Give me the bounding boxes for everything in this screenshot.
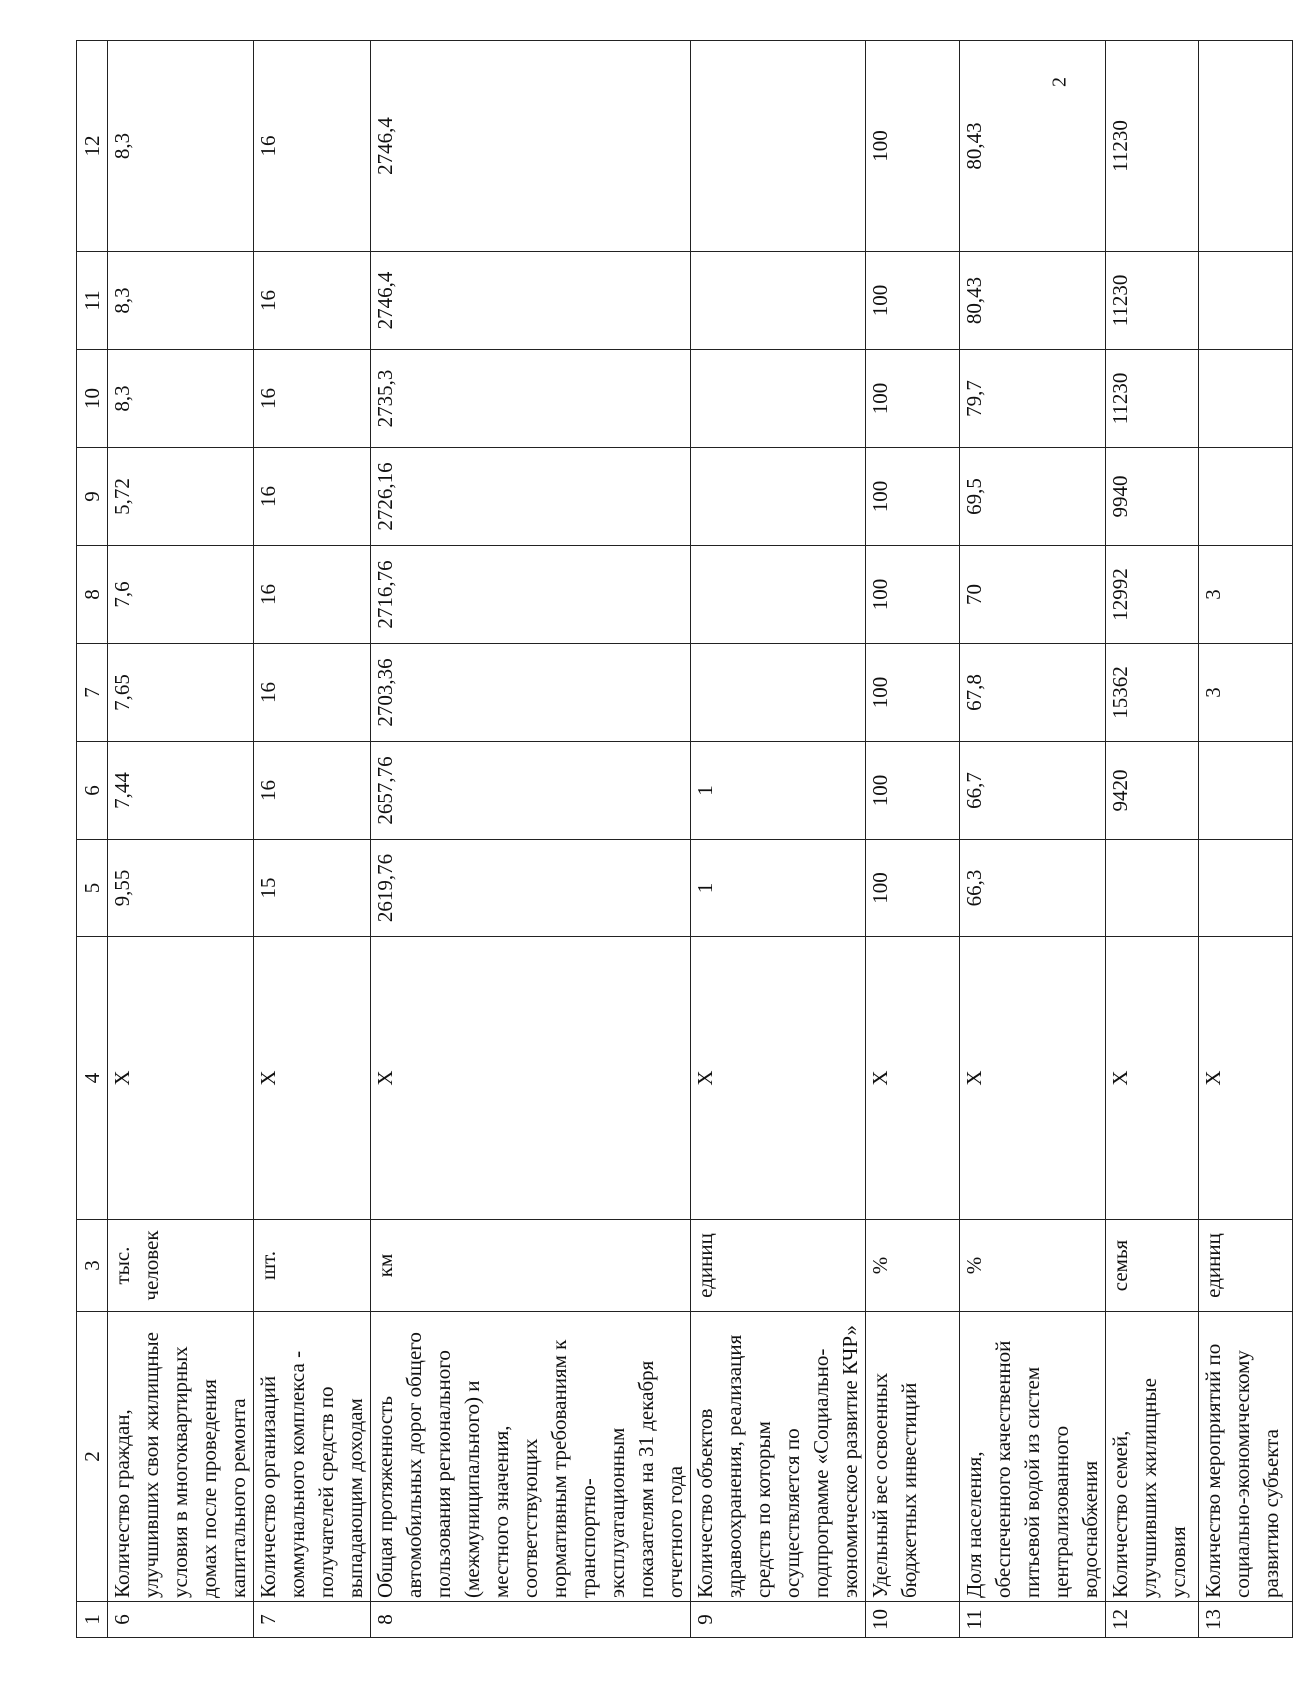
table-row: [254, 41, 371, 1638]
value-cell-col-9: 16: [254, 448, 371, 546]
unit-of-measure: %: [960, 1220, 1106, 1312]
indicator-name: Количество объектов здравоохранения, реализация средств по которым осуществляется по подпрограмме «Социально-экономическое развитие КЧР»: [691, 1312, 866, 1602]
value-cell-col-10: 79,7: [960, 350, 1106, 448]
value-cell-col-11: 8,3: [108, 252, 254, 350]
value-cell-col-10: 2735,3: [371, 350, 691, 448]
value-cell-col-10: 16: [254, 350, 371, 448]
value-cell-col-6: 1: [691, 742, 866, 840]
value-cell-col-5: 1: [691, 840, 866, 937]
value-cell-col-8: 12992: [1106, 546, 1199, 644]
table-row: [866, 41, 960, 1638]
column-header-2: 2: [77, 1312, 108, 1602]
value-cell-col-9: [1199, 448, 1293, 546]
column-4-mark: Х: [866, 937, 960, 1220]
column-4-mark: Х: [1199, 937, 1293, 1220]
column-header-6: 6: [77, 742, 108, 840]
table-row: [1199, 41, 1293, 1638]
value-cell-col-6: 16: [254, 742, 371, 840]
column-header-4: 4: [77, 937, 108, 1220]
value-cell-col-5: 9,55: [108, 840, 254, 937]
column-4-mark: Х: [108, 937, 254, 1220]
column-4-mark: Х: [254, 937, 371, 1220]
value-cell-col-9: 9940: [1106, 448, 1199, 546]
value-cell-col-7: 3: [1199, 644, 1293, 742]
value-cell-col-9: [691, 448, 866, 546]
column-4-mark: Х: [960, 937, 1106, 1220]
column-header-10: 10: [77, 350, 108, 448]
value-cell-col-8: 100: [866, 546, 960, 644]
value-cell-col-12: 80,43: [960, 41, 1106, 252]
indicator-name: Количество организаций коммунального комплекса - получателей средств по выпадающим доходам: [254, 1312, 371, 1602]
unit-of-measure: шт.: [254, 1220, 371, 1312]
value-cell-col-9: 69,5: [960, 448, 1106, 546]
value-cell-col-12: 100: [866, 41, 960, 252]
value-cell-col-10: [1199, 350, 1293, 448]
row-number: 6: [108, 1602, 254, 1638]
value-cell-col-9: 5,72: [108, 448, 254, 546]
table-row: [371, 41, 691, 1638]
column-header-1: 1: [77, 1602, 108, 1638]
value-cell-col-11: [691, 252, 866, 350]
unit-of-measure: км: [371, 1220, 691, 1312]
value-cell-col-9: 100: [866, 448, 960, 546]
unit-of-measure: тыс. человек: [108, 1220, 254, 1312]
value-cell-col-10: 11230: [1106, 350, 1199, 448]
value-cell-col-7: 2703,36: [371, 644, 691, 742]
value-cell-col-11: 2746,4: [371, 252, 691, 350]
value-cell-col-7: 15362: [1106, 644, 1199, 742]
value-cell-col-11: 16: [254, 252, 371, 350]
value-cell-col-5: 66,3: [960, 840, 1106, 937]
value-cell-col-11: [1199, 252, 1293, 350]
column-header-3: 3: [77, 1220, 108, 1312]
value-cell-col-6: 100: [866, 742, 960, 840]
value-cell-col-12: [691, 41, 866, 252]
indicator-name: Общая протяженность автомобильных дорог общего пользования регионального (межмуниципального) и местного значения, соответствующих нормативным требованиям к транспортно-эксплуатационным показателям на 31 декабря отчетного года: [371, 1312, 691, 1602]
value-cell-col-8: 70: [960, 546, 1106, 644]
table-row: [1106, 41, 1199, 1638]
value-cell-col-6: 9420: [1106, 742, 1199, 840]
value-cell-col-7: 16: [254, 644, 371, 742]
row-number: 9: [691, 1602, 866, 1638]
column-number-row: [77, 41, 108, 1638]
row-number: 12: [1106, 1602, 1199, 1638]
value-cell-col-5: 15: [254, 840, 371, 937]
column-header-7: 7: [77, 644, 108, 742]
unit-of-measure: единиц: [1199, 1220, 1293, 1312]
value-cell-col-8: 2716,76: [371, 546, 691, 644]
column-4-mark: Х: [691, 937, 866, 1220]
unit-of-measure: единиц: [691, 1220, 866, 1312]
indicator-name: Количество семей, улучшивших жилищные условия: [1106, 1312, 1199, 1602]
value-cell-col-6: 66,7: [960, 742, 1106, 840]
indicator-name: Доля населения, обеспеченного качественной питьевой водой из систем централизованного водоснабжения: [960, 1312, 1106, 1602]
table-row: [108, 41, 254, 1638]
unit-of-measure: семья: [1106, 1220, 1199, 1312]
value-cell-col-7: 7,65: [108, 644, 254, 742]
column-4-mark: Х: [371, 937, 691, 1220]
value-cell-col-12: [1199, 41, 1293, 252]
value-cell-col-6: 2657,76: [371, 742, 691, 840]
indicators-table: [76, 40, 1293, 1638]
value-cell-col-11: 80,43: [960, 252, 1106, 350]
page-number: 2: [1048, 77, 1071, 87]
row-number: 10: [866, 1602, 960, 1638]
value-cell-col-7: 100: [866, 644, 960, 742]
value-cell-col-8: 7,6: [108, 546, 254, 644]
value-cell-col-12: 11230: [1106, 41, 1199, 252]
value-cell-col-10: 8,3: [108, 350, 254, 448]
value-cell-col-6: [1199, 742, 1293, 840]
table-row: [691, 41, 866, 1638]
value-cell-col-8: 16: [254, 546, 371, 644]
value-cell-col-5: [1106, 840, 1199, 937]
indicator-name: Количество мероприятий по социально-экономическому развитию субъекта: [1199, 1312, 1293, 1602]
value-cell-col-11: 11230: [1106, 252, 1199, 350]
value-cell-col-12: 2746,4: [371, 41, 691, 252]
column-header-5: 5: [77, 840, 108, 937]
row-number: 7: [254, 1602, 371, 1638]
value-cell-col-8: 3: [1199, 546, 1293, 644]
value-cell-col-10: 100: [866, 350, 960, 448]
value-cell-col-5: [1199, 840, 1293, 937]
indicator-name: Удельный вес освоенных бюджетных инвестиций: [866, 1312, 960, 1602]
value-cell-col-12: 16: [254, 41, 371, 252]
unit-of-measure: %: [866, 1220, 960, 1312]
value-cell-col-7: 67,8: [960, 644, 1106, 742]
value-cell-col-6: 7,44: [108, 742, 254, 840]
value-cell-col-11: 100: [866, 252, 960, 350]
value-cell-col-7: [691, 644, 866, 742]
value-cell-col-8: [691, 546, 866, 644]
indicator-name: Количество граждан, улучшивших свои жилищные условия в многоквартирных домах после проведения капитального ремонта: [108, 1312, 254, 1602]
column-header-8: 8: [77, 546, 108, 644]
column-header-9: 9: [77, 448, 108, 546]
value-cell-col-5: 100: [866, 840, 960, 937]
column-header-12: 12: [77, 41, 108, 252]
value-cell-col-12: 8,3: [108, 41, 254, 252]
column-header-11: 11: [77, 252, 108, 350]
value-cell-col-9: 2726,16: [371, 448, 691, 546]
column-4-mark: Х: [1106, 937, 1199, 1220]
value-cell-col-10: [691, 350, 866, 448]
value-cell-col-5: 2619,76: [371, 840, 691, 937]
row-number: 13: [1199, 1602, 1293, 1638]
row-number: 8: [371, 1602, 691, 1638]
rotated-table-container: [76, 41, 1283, 1638]
table-body: [77, 41, 1293, 1638]
row-number: 11: [960, 1602, 1106, 1638]
table-row: [960, 41, 1106, 1638]
